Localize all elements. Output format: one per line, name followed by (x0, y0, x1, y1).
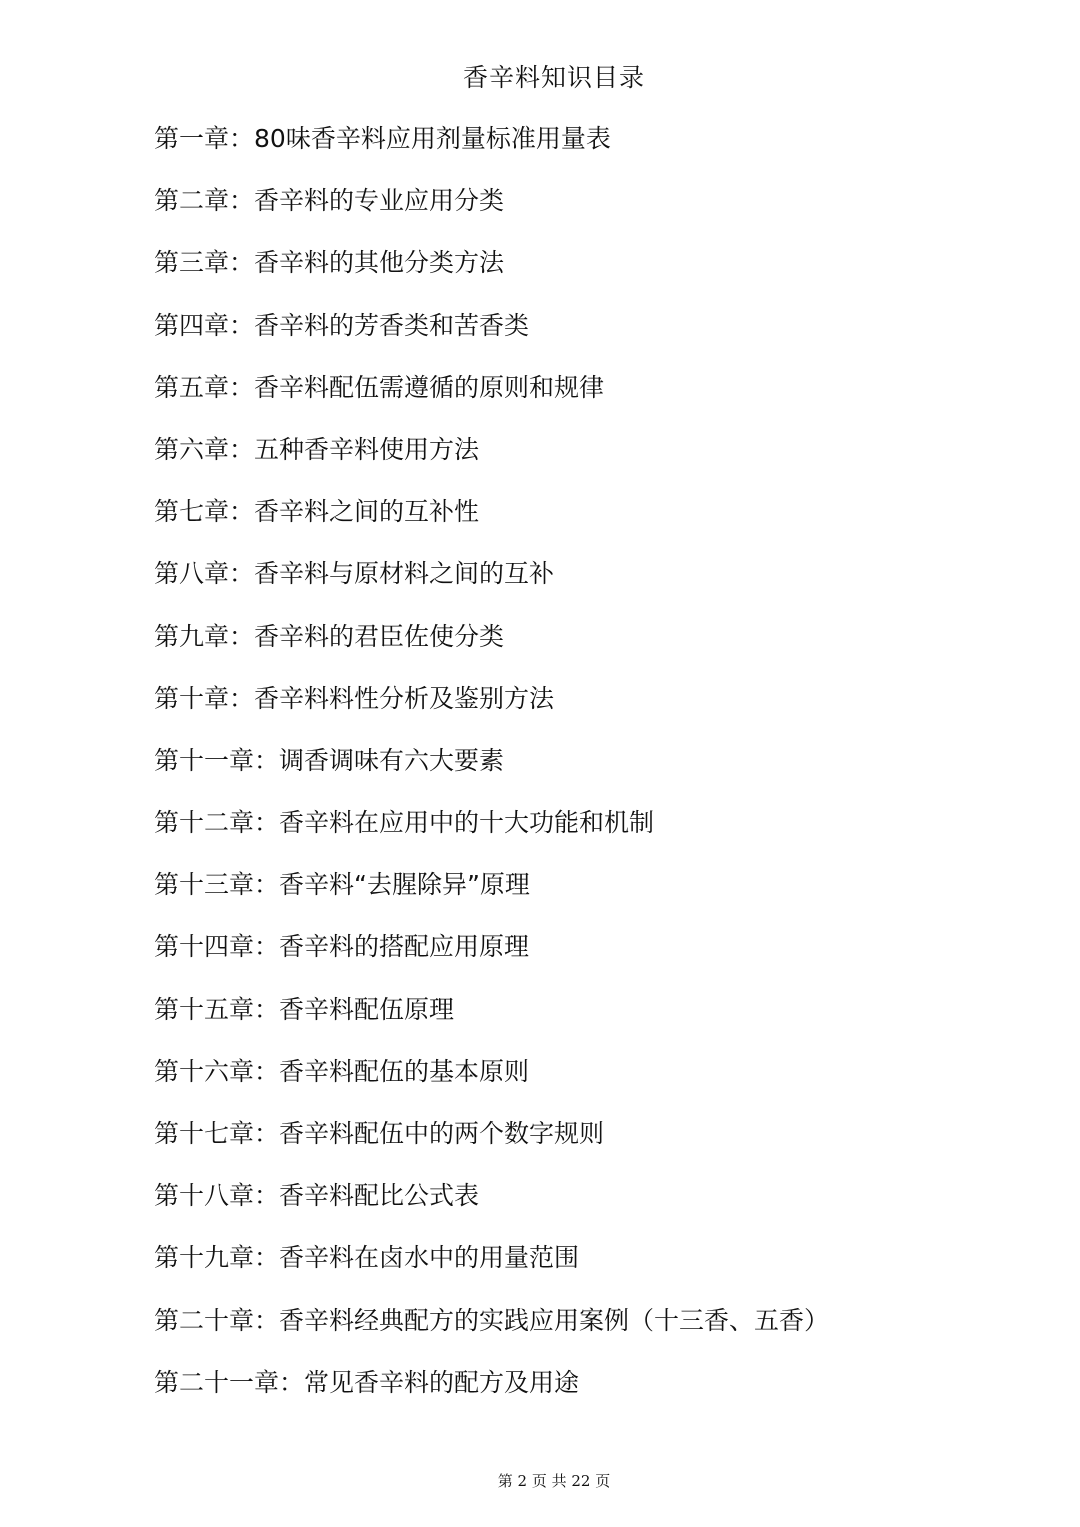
chapter-title: 香辛料配伍中的两个数字规则 (279, 1119, 605, 1148)
page-number-footer: 第 2 页 共 22 页 (497, 1472, 611, 1490)
chapter-separator: ： (229, 248, 255, 278)
chapter-number: 第二十章 (154, 1305, 255, 1335)
chapter-title: 香辛料料性分析及鉴别方法 (254, 683, 555, 713)
toc-item (154, 179, 829, 241)
chapter-number: 第十一章 (154, 745, 255, 775)
chapter-title: 香辛料与原材料之间的互补 (254, 559, 555, 589)
toc-item (154, 117, 829, 179)
chapter-title: 香辛料配伍的基本原则 (279, 1056, 530, 1086)
chapter-title: 香辛料“去腥除异”原理 (279, 870, 530, 900)
toc-item (154, 739, 829, 801)
chapter-title: 香辛料配伍需遵循的原则和规律 (254, 372, 605, 402)
chapter-separator: ： (229, 621, 255, 651)
chapter-separator: ： (254, 870, 280, 900)
toc-item (154, 1174, 829, 1236)
chapter-separator: ： (229, 559, 255, 589)
table-of-contents (154, 117, 829, 1423)
chapter-separator: ： (254, 994, 280, 1024)
chapter-number: 第二章 (154, 186, 230, 216)
toc-item (154, 552, 829, 614)
chapter-separator: ： (254, 808, 280, 838)
toc-item (154, 1361, 829, 1423)
chapter-separator: ： (254, 932, 280, 962)
chapter-title: 香辛料在应用中的十大功能和机制 (279, 808, 655, 838)
chapter-number: 第五章 (154, 372, 230, 402)
toc-item (154, 490, 829, 552)
chapter-separator: ： (229, 124, 255, 153)
chapter-separator: ： (229, 310, 255, 340)
chapter-number: 第一章 (154, 124, 230, 153)
toc-item (154, 615, 829, 677)
toc-item (154, 801, 829, 863)
toc-item (154, 1236, 829, 1298)
chapter-number: 第十五章 (154, 994, 255, 1024)
chapter-number: 第六章 (154, 434, 230, 464)
chapter-title: 五种香辛料使用方法 (254, 434, 480, 464)
toc-item (154, 1050, 829, 1112)
chapter-separator: ： (254, 1305, 280, 1335)
chapter-title: 香辛料在卤水中的用量范围 (279, 1243, 580, 1273)
toc-item (154, 863, 829, 925)
chapter-number: 第十章 (154, 683, 230, 713)
chapter-title: 调香调味有六大要素 (279, 745, 505, 775)
chapter-number: 第二十一章 (154, 1367, 280, 1397)
chapter-title: 常见香辛料的配方及用途 (304, 1367, 580, 1397)
chapter-title: 香辛料配比公式表 (279, 1181, 480, 1211)
toc-item (154, 925, 829, 987)
chapter-number: 第十六章 (154, 1056, 255, 1086)
chapter-separator: ： (254, 745, 280, 775)
chapter-separator: ： (229, 434, 255, 464)
chapter-separator: ： (229, 372, 255, 402)
toc-item (154, 1299, 829, 1361)
chapter-separator: ： (279, 1367, 305, 1397)
chapter-separator: ： (254, 1243, 280, 1273)
chapter-title: 80味香辛料应用剂量标准用量表 (254, 124, 611, 153)
toc-item (154, 241, 829, 303)
toc-item (154, 304, 829, 366)
chapter-number: 第十四章 (154, 932, 255, 962)
chapter-number: 第十九章 (154, 1243, 255, 1273)
chapter-title: 香辛料的搭配应用原理 (279, 932, 530, 962)
chapter-title: 香辛料的其他分类方法 (254, 248, 505, 278)
toc-item (154, 677, 829, 739)
chapter-title: 香辛料配伍原理 (279, 994, 455, 1024)
chapter-number: 第八章 (154, 559, 230, 589)
chapter-number: 第四章 (154, 310, 230, 340)
chapter-separator: ： (254, 1119, 280, 1148)
chapter-title: 香辛料的君臣佐使分类 (254, 621, 505, 651)
chapter-number: 第十八章 (154, 1181, 255, 1211)
toc-item (154, 366, 829, 428)
chapter-separator: ： (254, 1056, 280, 1086)
chapter-separator: ： (229, 497, 255, 527)
chapter-number: 第七章 (154, 497, 230, 527)
chapter-number: 第十七章 (154, 1119, 255, 1148)
chapter-separator: ： (229, 186, 255, 216)
chapter-number: 第九章 (154, 621, 230, 651)
chapter-title: 香辛料的专业应用分类 (254, 186, 505, 216)
document-title: 香辛料知识目录 (462, 63, 645, 92)
chapter-separator: ： (254, 1181, 280, 1211)
chapter-title: 香辛料的芳香类和苦香类 (254, 310, 530, 340)
toc-item (154, 428, 829, 490)
chapter-number: 第三章 (154, 248, 230, 278)
chapter-number: 第十二章 (154, 808, 255, 838)
chapter-title: 香辛料之间的互补性 (254, 497, 480, 527)
toc-item (154, 988, 829, 1050)
chapter-title: 香辛料经典配方的实践应用案例（十三香、五香） (279, 1305, 830, 1335)
toc-item (154, 1112, 829, 1174)
chapter-number: 第十三章 (154, 870, 255, 900)
chapter-separator: ： (229, 683, 255, 713)
